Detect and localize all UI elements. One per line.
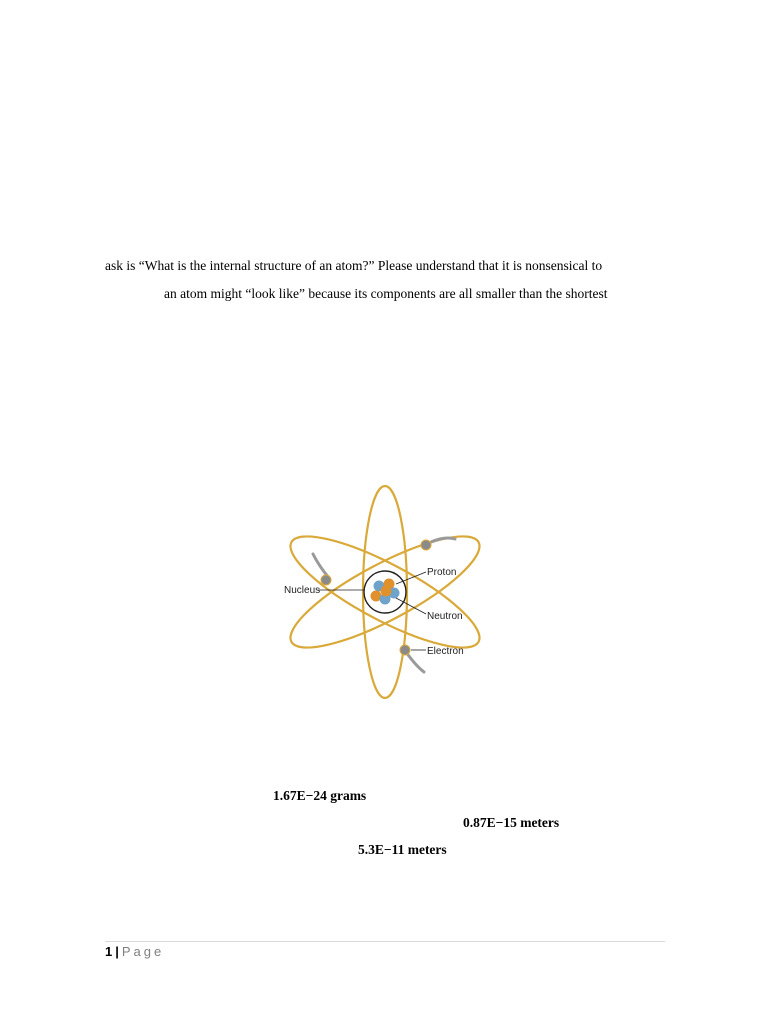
electron-left <box>321 575 331 585</box>
label-nucleus: Nucleus <box>284 585 321 596</box>
label-electron: Electron <box>427 646 464 657</box>
atom-diagram-icon <box>276 480 486 705</box>
electron-top-right <box>421 540 431 550</box>
body-text-line-1: ask is “What is the internal structure of an atom?” Please understand that it is nonsensical to <box>105 258 603 273</box>
value-radius-nucleus: 0.87E−15 meters <box>463 815 560 830</box>
page-number: 1 <box>105 944 113 959</box>
value-radius-atom: 5.3E−11 meters <box>358 842 447 857</box>
value-mass: 1.67E−24 grams <box>273 788 367 803</box>
body-text-line-2: an atom might “look like” because its components are all smaller than the shortest <box>164 286 608 301</box>
page-footer <box>105 944 164 959</box>
footer-separator: | <box>115 944 119 959</box>
page-label: Page <box>121 944 165 959</box>
footer-rule <box>105 941 665 942</box>
electron-bottom <box>400 645 410 655</box>
label-proton: Proton <box>427 567 457 578</box>
label-neutron: Neutron <box>427 611 463 622</box>
